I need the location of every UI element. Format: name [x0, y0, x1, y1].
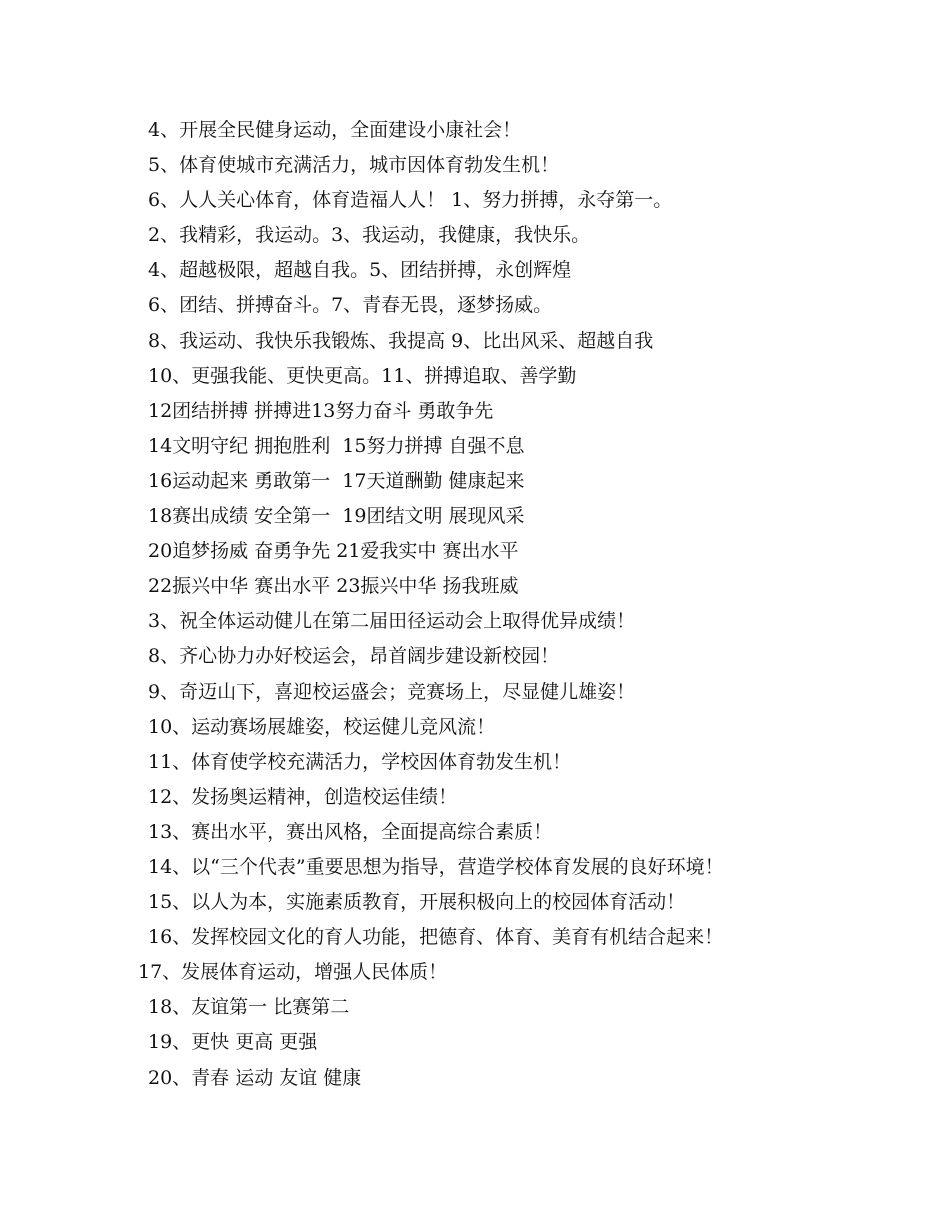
- text-line: 8、齐心协力办好校运会，昂首阔步建设新校园！: [148, 645, 560, 668]
- text-line: 2、我精彩，我运动。3、我运动，我健康，我快乐。: [148, 224, 591, 247]
- text-line: 19、更快 更高 更强: [148, 1031, 318, 1054]
- text-line: 20、青春 运动 友谊 健康: [148, 1066, 362, 1089]
- text-line: 14、以“三个代表”重要思想为指导，营造学校体育发展的良好环境！: [148, 855, 724, 878]
- text-line: 17、发展体育运动，增强人民体质！: [138, 961, 448, 984]
- text-line: 12、发扬奥运精神，创造校运佳绩！: [148, 785, 458, 808]
- text-line: 10、运动赛场展雄姿，校运健儿竞风流！: [148, 715, 496, 738]
- text-line: 3、祝全体运动健儿在第二届田径运动会上取得优异成绩！: [148, 610, 636, 633]
- text-line: 12团结拼搏 拼搏进13努力奋斗 勇敢争先: [148, 399, 494, 422]
- text-line: 14文明守纪 拥抱胜利 15努力拼搏 自强不息: [148, 434, 525, 457]
- text-line: 4、超越极限，超越自我。5、团结拼搏，永创辉煌: [148, 259, 572, 282]
- text-line: 8、我运动、我快乐我锻炼、我提高 9、比出风采、超越自我: [148, 329, 654, 352]
- text-line: 16运动起来 勇敢第一 17天道酬勤 健康起来: [148, 469, 525, 492]
- text-line: 20追梦扬威 奋勇争先 21爱我实中 赛出水平: [148, 540, 519, 563]
- text-line: 5、体育使城市充满活力，城市因体育勃发生机！: [148, 154, 560, 177]
- text-line: 22振兴中华 赛出水平 23振兴中华 扬我班威: [148, 575, 519, 598]
- text-line: 16、发挥校园文化的育人功能，把德育、体育、美育有机结合起来！: [148, 926, 724, 949]
- text-line: 6、团结、拼搏奋斗。7、青春无畏，逐梦扬威。: [148, 294, 553, 317]
- text-line: 10、更强我能、更快更高。11、拼搏追取、善学勤: [148, 364, 577, 387]
- text-line: 11、体育使学校充满活力，学校因体育勃发生机！: [148, 750, 572, 773]
- text-line: 9、奇迈山下，喜迎校运盛会；竞赛场上，尽显健儿雄姿！: [148, 680, 636, 703]
- text-line: 6、人人关心体育，体育造福人人！ 1、努力拼搏，永夺第一。: [148, 189, 673, 212]
- text-line: 13、赛出水平，赛出风格，全面提高综合素质！: [148, 820, 553, 843]
- text-line: 4、开展全民健身运动，全面建设小康社会！: [148, 119, 522, 141]
- text-line: 18赛出成绩 安全第一 19团结文明 展现风采: [148, 505, 525, 528]
- text-line: 15、以人为本，实施素质教育，开展积极向上的校园体育活动！: [148, 891, 686, 914]
- text-line: 18、友谊第一 比赛第二: [148, 996, 350, 1019]
- text-body: [138, 113, 868, 1096]
